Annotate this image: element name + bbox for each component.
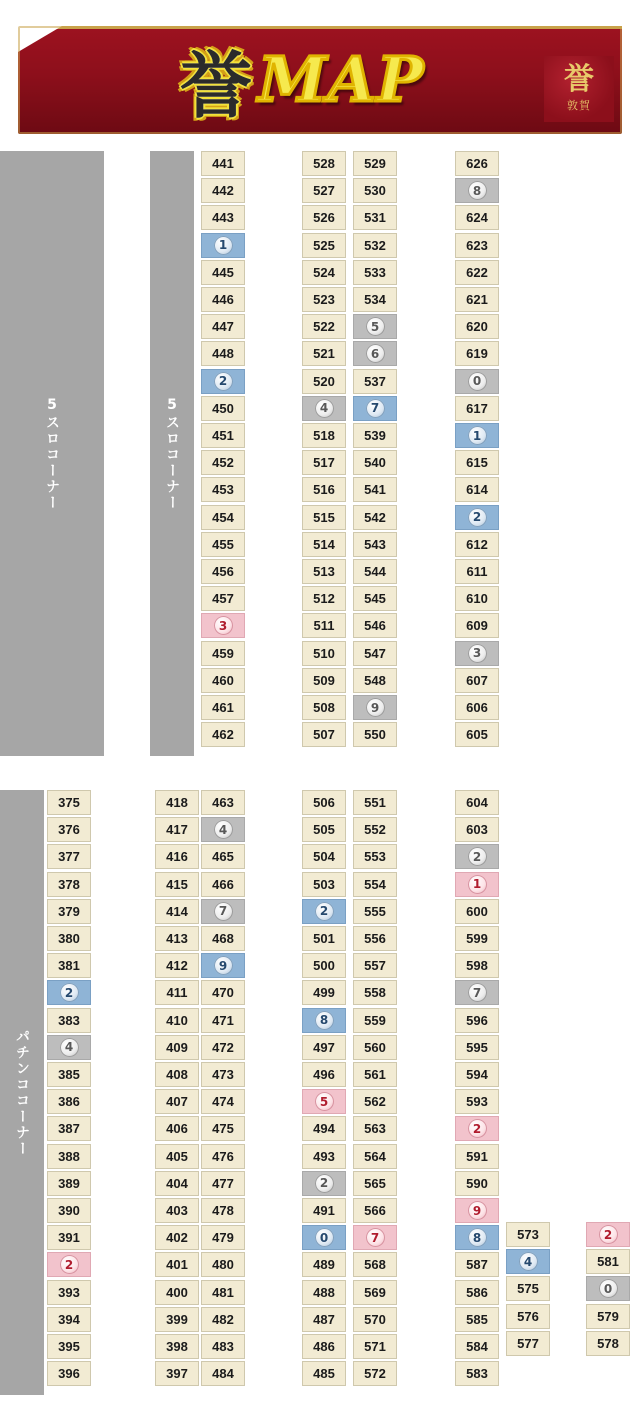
- store-logo: [544, 56, 614, 122]
- seat-593[interactable]: 593: [455, 1089, 499, 1114]
- seat-marked-col-375-9[interactable]: [47, 1035, 91, 1060]
- seat-500[interactable]: 500: [302, 953, 346, 978]
- seat-marked-col-582-2[interactable]: [586, 1276, 630, 1301]
- seat-573[interactable]: 573: [506, 1222, 550, 1247]
- seat-611[interactable]: 611: [455, 559, 499, 584]
- gray-medal-icon: 4: [315, 399, 334, 418]
- blue-medal-icon: 2: [468, 508, 487, 527]
- seat-494[interactable]: 494: [302, 1116, 346, 1141]
- seat-459[interactable]: 459: [201, 641, 245, 666]
- seat-550[interactable]: 550: [353, 722, 397, 747]
- seat-485[interactable]: 485: [302, 1361, 346, 1386]
- seat-379[interactable]: 379: [47, 899, 91, 924]
- blue-medal-icon: 8: [468, 1228, 487, 1247]
- seat-441[interactable]: 441: [201, 151, 245, 176]
- seat-547[interactable]: 547: [353, 641, 397, 666]
- seat-553[interactable]: 553: [353, 844, 397, 869]
- seat-471[interactable]: 471: [201, 1008, 245, 1033]
- seat-501[interactable]: 501: [302, 926, 346, 951]
- seat-marked-col-463-1[interactable]: [201, 817, 245, 842]
- seat-626[interactable]: 626: [455, 151, 499, 176]
- seat-463[interactable]: 463: [201, 790, 245, 815]
- seat-572[interactable]: 572: [353, 1361, 397, 1386]
- blue-medal-icon: 2: [60, 983, 79, 1002]
- seat-399[interactable]: 399: [155, 1307, 199, 1332]
- seat-584[interactable]: 584: [455, 1334, 499, 1359]
- seat-517[interactable]: 517: [302, 450, 346, 475]
- seat-457[interactable]: 457: [201, 586, 245, 611]
- seat-524[interactable]: 524: [302, 260, 346, 285]
- seat-577[interactable]: 577: [506, 1331, 550, 1356]
- seat-466[interactable]: 466: [201, 872, 245, 897]
- seat-504[interactable]: 504: [302, 844, 346, 869]
- seat-587[interactable]: 587: [455, 1252, 499, 1277]
- honor-kanji-icon: [170, 34, 262, 126]
- seat-559[interactable]: 559: [353, 1008, 397, 1033]
- seat-512[interactable]: 512: [302, 586, 346, 611]
- seat-620[interactable]: 620: [455, 314, 499, 339]
- seat-407[interactable]: 407: [155, 1089, 199, 1114]
- seat-596[interactable]: 596: [455, 1008, 499, 1033]
- seat-523[interactable]: 523: [302, 287, 346, 312]
- seat-marked-col-573-1[interactable]: [506, 1249, 550, 1274]
- seat-452[interactable]: 452: [201, 450, 245, 475]
- seat-576[interactable]: 576: [506, 1304, 550, 1329]
- seat-507[interactable]: 507: [302, 722, 346, 747]
- seat-marked-col-626-10[interactable]: [455, 423, 499, 448]
- seat-482[interactable]: 482: [201, 1307, 245, 1332]
- seat-417[interactable]: 417: [155, 817, 199, 842]
- seat-marked-col-626-18[interactable]: [455, 641, 499, 666]
- seat-marked-col-604-2[interactable]: [455, 844, 499, 869]
- seat-413[interactable]: 413: [155, 926, 199, 951]
- seat-marked-col-551-16[interactable]: [353, 1225, 397, 1250]
- seat-marked-col-604-15[interactable]: [455, 1198, 499, 1223]
- seat-404[interactable]: 404: [155, 1171, 199, 1196]
- seat-377[interactable]: 377: [47, 844, 91, 869]
- seat-473[interactable]: 473: [201, 1062, 245, 1087]
- seat-578[interactable]: 578: [586, 1331, 630, 1356]
- seat-561[interactable]: 561: [353, 1062, 397, 1087]
- seat-510[interactable]: 510: [302, 641, 346, 666]
- seat-612[interactable]: 612: [455, 532, 499, 557]
- seat-476[interactable]: 476: [201, 1144, 245, 1169]
- seat-484[interactable]: 484: [201, 1361, 245, 1386]
- seat-545[interactable]: 545: [353, 586, 397, 611]
- seat-505[interactable]: 505: [302, 817, 346, 842]
- seat-581[interactable]: 581: [586, 1249, 630, 1274]
- seat-448[interactable]: 448: [201, 341, 245, 366]
- seat-marked-col-506-11[interactable]: [302, 1089, 346, 1114]
- seat-marked-col-529-20[interactable]: [353, 695, 397, 720]
- label-slot-corner-mid: 5スロコーナー: [150, 151, 194, 756]
- pink-medal-icon: 2: [468, 1119, 487, 1138]
- seat-623[interactable]: 623: [455, 233, 499, 258]
- seat-528[interactable]: 528: [302, 151, 346, 176]
- seat-marked-col-582-0[interactable]: [586, 1222, 630, 1247]
- seat-383[interactable]: 383: [47, 1008, 91, 1033]
- seat-529[interactable]: 529: [353, 151, 397, 176]
- seat-375[interactable]: 375: [47, 790, 91, 815]
- seat-387[interactable]: 387: [47, 1116, 91, 1141]
- seat-591[interactable]: 591: [455, 1144, 499, 1169]
- seat-617[interactable]: 617: [455, 396, 499, 421]
- seat-543[interactable]: 543: [353, 532, 397, 557]
- seat-481[interactable]: 481: [201, 1280, 245, 1305]
- seat-565[interactable]: 565: [353, 1171, 397, 1196]
- seat-marked-col-604-7[interactable]: [455, 980, 499, 1005]
- seat-marked-col-463-4[interactable]: [201, 899, 245, 924]
- seat-555[interactable]: 555: [353, 899, 397, 924]
- seat-605[interactable]: 605: [455, 722, 499, 747]
- seat-600[interactable]: 600: [455, 899, 499, 924]
- seat-518[interactable]: 518: [302, 423, 346, 448]
- gray-medal-icon: 7: [214, 902, 233, 921]
- pink-medal-icon: 2: [599, 1225, 618, 1244]
- seat-575[interactable]: 575: [506, 1276, 550, 1301]
- seat-marked-col-529-9[interactable]: [353, 396, 397, 421]
- seat-491[interactable]: 491: [302, 1198, 346, 1223]
- blue-medal-icon: 7: [366, 399, 385, 418]
- seat-551[interactable]: 551: [353, 790, 397, 815]
- seat-marked-col-529-7[interactable]: [353, 341, 397, 366]
- seat-403[interactable]: 403: [155, 1198, 199, 1223]
- gray-medal-icon: 7: [468, 983, 487, 1002]
- seat-615[interactable]: 615: [455, 450, 499, 475]
- seat-520[interactable]: 520: [302, 369, 346, 394]
- seat-470[interactable]: 470: [201, 980, 245, 1005]
- gray-medal-icon: 2: [468, 847, 487, 866]
- seat-532[interactable]: 532: [353, 233, 397, 258]
- seat-483[interactable]: 483: [201, 1334, 245, 1359]
- seat-477[interactable]: 477: [201, 1171, 245, 1196]
- seat-546[interactable]: 546: [353, 613, 397, 638]
- seat-516[interactable]: 516: [302, 477, 346, 502]
- seat-531[interactable]: 531: [353, 205, 397, 230]
- seat-513[interactable]: 513: [302, 559, 346, 584]
- blue-medal-icon: 2: [315, 902, 334, 921]
- seat-412[interactable]: 412: [155, 953, 199, 978]
- seat-604[interactable]: 604: [455, 790, 499, 815]
- seat-557[interactable]: 557: [353, 953, 397, 978]
- seat-385[interactable]: 385: [47, 1062, 91, 1087]
- seat-534[interactable]: 534: [353, 287, 397, 312]
- seat-marked-col-604-12[interactable]: [455, 1116, 499, 1141]
- seat-552[interactable]: 552: [353, 817, 397, 842]
- pink-medal-icon: 3: [214, 616, 233, 635]
- seat-marked-col-528-9[interactable]: [302, 396, 346, 421]
- seat-marked-col-506-8[interactable]: [302, 1008, 346, 1033]
- gray-medal-icon: 6: [366, 344, 385, 363]
- seat-610[interactable]: 610: [455, 586, 499, 611]
- label-pachinko-corner: パチンココーナー: [0, 790, 44, 1395]
- seat-462[interactable]: 462: [201, 722, 245, 747]
- seat-530[interactable]: 530: [353, 178, 397, 203]
- seat-624[interactable]: 624: [455, 205, 499, 230]
- seat-391[interactable]: 391: [47, 1225, 91, 1250]
- seat-621[interactable]: 621: [455, 287, 499, 312]
- blue-medal-icon: 0: [315, 1228, 334, 1247]
- seat-401[interactable]: 401: [155, 1252, 199, 1277]
- page-banner: [0, 0, 640, 140]
- seat-388[interactable]: 388: [47, 1144, 91, 1169]
- seat-607[interactable]: 607: [455, 668, 499, 693]
- seat-410[interactable]: 410: [155, 1008, 199, 1033]
- seat-442[interactable]: 442: [201, 178, 245, 203]
- seat-455[interactable]: 455: [201, 532, 245, 557]
- seat-376[interactable]: 376: [47, 817, 91, 842]
- seat-marked-col-506-4[interactable]: [302, 899, 346, 924]
- seat-marked-col-626-13[interactable]: [455, 505, 499, 530]
- pink-medal-icon: 5: [315, 1092, 334, 1111]
- seat-marked-col-441-8[interactable]: [201, 369, 245, 394]
- seat-465[interactable]: 465: [201, 844, 245, 869]
- seat-475[interactable]: 475: [201, 1116, 245, 1141]
- honor-kanji-glyph: 誉: [179, 44, 252, 128]
- seat-558[interactable]: 558: [353, 980, 397, 1005]
- seat-598[interactable]: 598: [455, 953, 499, 978]
- seat-479[interactable]: 479: [201, 1225, 245, 1250]
- seat-405[interactable]: 405: [155, 1144, 199, 1169]
- seat-541[interactable]: 541: [353, 477, 397, 502]
- seat-478[interactable]: 478: [201, 1198, 245, 1223]
- seat-395[interactable]: 395: [47, 1334, 91, 1359]
- seat-599[interactable]: 599: [455, 926, 499, 951]
- seat-451[interactable]: 451: [201, 423, 245, 448]
- pink-medal-icon: 2: [60, 1255, 79, 1274]
- seat-508[interactable]: 508: [302, 695, 346, 720]
- seat-566[interactable]: 566: [353, 1198, 397, 1223]
- pink-medal-icon: 7: [366, 1228, 385, 1247]
- seat-560[interactable]: 560: [353, 1035, 397, 1060]
- seat-454[interactable]: 454: [201, 505, 245, 530]
- seat-511[interactable]: 511: [302, 613, 346, 638]
- blue-medal-icon: 1: [214, 236, 233, 255]
- seat-503[interactable]: 503: [302, 872, 346, 897]
- seat-460[interactable]: 460: [201, 668, 245, 693]
- seat-408[interactable]: 408: [155, 1062, 199, 1087]
- seat-marked-col-604-16[interactable]: [455, 1225, 499, 1250]
- seat-402[interactable]: 402: [155, 1225, 199, 1250]
- seat-568[interactable]: 568: [353, 1252, 397, 1277]
- seat-595[interactable]: 595: [455, 1035, 499, 1060]
- seat-564[interactable]: 564: [353, 1144, 397, 1169]
- seat-569[interactable]: 569: [353, 1280, 397, 1305]
- seat-389[interactable]: 389: [47, 1171, 91, 1196]
- seat-393[interactable]: 393: [47, 1280, 91, 1305]
- seat-571[interactable]: 571: [353, 1334, 397, 1359]
- page-title: [170, 34, 500, 126]
- label-slot-corner-left: 5スロコーナー: [0, 151, 104, 756]
- seat-619[interactable]: 619: [455, 341, 499, 366]
- seat-521[interactable]: 521: [302, 341, 346, 366]
- seat-marked-col-626-1[interactable]: [455, 178, 499, 203]
- seat-456[interactable]: 456: [201, 559, 245, 584]
- seat-418[interactable]: 418: [155, 790, 199, 815]
- seat-609[interactable]: 609: [455, 613, 499, 638]
- seat-579[interactable]: 579: [586, 1304, 630, 1329]
- seat-marked-col-441-17[interactable]: [201, 613, 245, 638]
- seat-443[interactable]: 443: [201, 205, 245, 230]
- seat-514[interactable]: 514: [302, 532, 346, 557]
- seat-398[interactable]: 398: [155, 1334, 199, 1359]
- blue-medal-icon: 2: [214, 372, 233, 391]
- seat-381[interactable]: 381: [47, 953, 91, 978]
- seat-416[interactable]: 416: [155, 844, 199, 869]
- seat-489[interactable]: 489: [302, 1252, 346, 1277]
- map-title-word: MAP: [258, 43, 425, 116]
- seat-453[interactable]: 453: [201, 477, 245, 502]
- seat-539[interactable]: 539: [353, 423, 397, 448]
- seat-570[interactable]: 570: [353, 1307, 397, 1332]
- seat-406[interactable]: 406: [155, 1116, 199, 1141]
- seat-marked-col-375-17[interactable]: [47, 1252, 91, 1277]
- seat-447[interactable]: 447: [201, 314, 245, 339]
- seat-marked-col-441-3[interactable]: [201, 233, 245, 258]
- seat-533[interactable]: 533: [353, 260, 397, 285]
- seat-487[interactable]: 487: [302, 1307, 346, 1332]
- seat-594[interactable]: 594: [455, 1062, 499, 1087]
- gray-medal-icon: 3: [468, 644, 487, 663]
- seat-603[interactable]: 603: [455, 817, 499, 842]
- gray-medal-icon: 0: [599, 1279, 618, 1298]
- seat-506[interactable]: 506: [302, 790, 346, 815]
- seat-586[interactable]: 586: [455, 1280, 499, 1305]
- seat-378[interactable]: 378: [47, 872, 91, 897]
- blue-medal-icon: 1: [468, 426, 487, 445]
- seat-499[interactable]: 499: [302, 980, 346, 1005]
- seat-509[interactable]: 509: [302, 668, 346, 693]
- seat-386[interactable]: 386: [47, 1089, 91, 1114]
- seat-409[interactable]: 409: [155, 1035, 199, 1060]
- gray-medal-icon: 4: [60, 1038, 79, 1057]
- seat-515[interactable]: 515: [302, 505, 346, 530]
- blue-medal-icon: 4: [519, 1252, 538, 1271]
- seat-480[interactable]: 480: [201, 1252, 245, 1277]
- seat-486[interactable]: 486: [302, 1334, 346, 1359]
- seat-400[interactable]: 400: [155, 1280, 199, 1305]
- seat-394[interactable]: 394: [47, 1307, 91, 1332]
- seat-marked-col-529-6[interactable]: [353, 314, 397, 339]
- seat-marked-col-375-7[interactable]: [47, 980, 91, 1005]
- seat-380[interactable]: 380: [47, 926, 91, 951]
- seat-marked-col-506-16[interactable]: [302, 1225, 346, 1250]
- seat-397[interactable]: 397: [155, 1361, 199, 1386]
- seat-496[interactable]: 496: [302, 1062, 346, 1087]
- seat-445[interactable]: 445: [201, 260, 245, 285]
- seat-411[interactable]: 411: [155, 980, 199, 1005]
- gray-medal-icon: 8: [468, 181, 487, 200]
- seat-marked-col-506-14[interactable]: [302, 1171, 346, 1196]
- seat-415[interactable]: 415: [155, 872, 199, 897]
- seat-414[interactable]: 414: [155, 899, 199, 924]
- seat-590[interactable]: 590: [455, 1171, 499, 1196]
- gray-medal-icon: 5: [366, 317, 385, 336]
- seat-474[interactable]: 474: [201, 1089, 245, 1114]
- seat-marked-col-604-3[interactable]: [455, 872, 499, 897]
- seat-marked-col-463-6[interactable]: [201, 953, 245, 978]
- seat-493[interactable]: 493: [302, 1144, 346, 1169]
- store-logo-kanji: 誉: [564, 62, 594, 97]
- seat-556[interactable]: 556: [353, 926, 397, 951]
- pink-medal-icon: 1: [468, 875, 487, 894]
- gray-medal-icon: 0: [468, 372, 487, 391]
- seat-585[interactable]: 585: [455, 1307, 499, 1332]
- seat-527[interactable]: 527: [302, 178, 346, 203]
- seat-606[interactable]: 606: [455, 695, 499, 720]
- seat-563[interactable]: 563: [353, 1116, 397, 1141]
- seat-497[interactable]: 497: [302, 1035, 346, 1060]
- seat-614[interactable]: 614: [455, 477, 499, 502]
- seat-544[interactable]: 544: [353, 559, 397, 584]
- seat-488[interactable]: 488: [302, 1280, 346, 1305]
- seat-472[interactable]: 472: [201, 1035, 245, 1060]
- seat-554[interactable]: 554: [353, 872, 397, 897]
- seat-540[interactable]: 540: [353, 450, 397, 475]
- seat-583[interactable]: 583: [455, 1361, 499, 1386]
- seat-526[interactable]: 526: [302, 205, 346, 230]
- seat-map: [0, 140, 640, 1411]
- seat-542[interactable]: 542: [353, 505, 397, 530]
- seat-396[interactable]: 396: [47, 1361, 91, 1386]
- seat-522[interactable]: 522: [302, 314, 346, 339]
- pink-medal-icon: 9: [468, 1201, 487, 1220]
- seat-548[interactable]: 548: [353, 668, 397, 693]
- seat-562[interactable]: 562: [353, 1089, 397, 1114]
- store-logo-subtext: 敦賀: [567, 99, 591, 112]
- gray-medal-icon: 9: [366, 698, 385, 717]
- gray-medal-icon: 2: [315, 1174, 334, 1193]
- seat-525[interactable]: 525: [302, 233, 346, 258]
- seat-450[interactable]: 450: [201, 396, 245, 421]
- seat-390[interactable]: 390: [47, 1198, 91, 1223]
- seat-537[interactable]: 537: [353, 369, 397, 394]
- blue-medal-icon: 9: [214, 956, 233, 975]
- seat-622[interactable]: 622: [455, 260, 499, 285]
- gray-medal-icon: 4: [214, 820, 233, 839]
- blue-medal-icon: 8: [315, 1011, 334, 1030]
- seat-446[interactable]: 446: [201, 287, 245, 312]
- seat-468[interactable]: 468: [201, 926, 245, 951]
- seat-marked-col-626-8[interactable]: [455, 369, 499, 394]
- seat-461[interactable]: 461: [201, 695, 245, 720]
